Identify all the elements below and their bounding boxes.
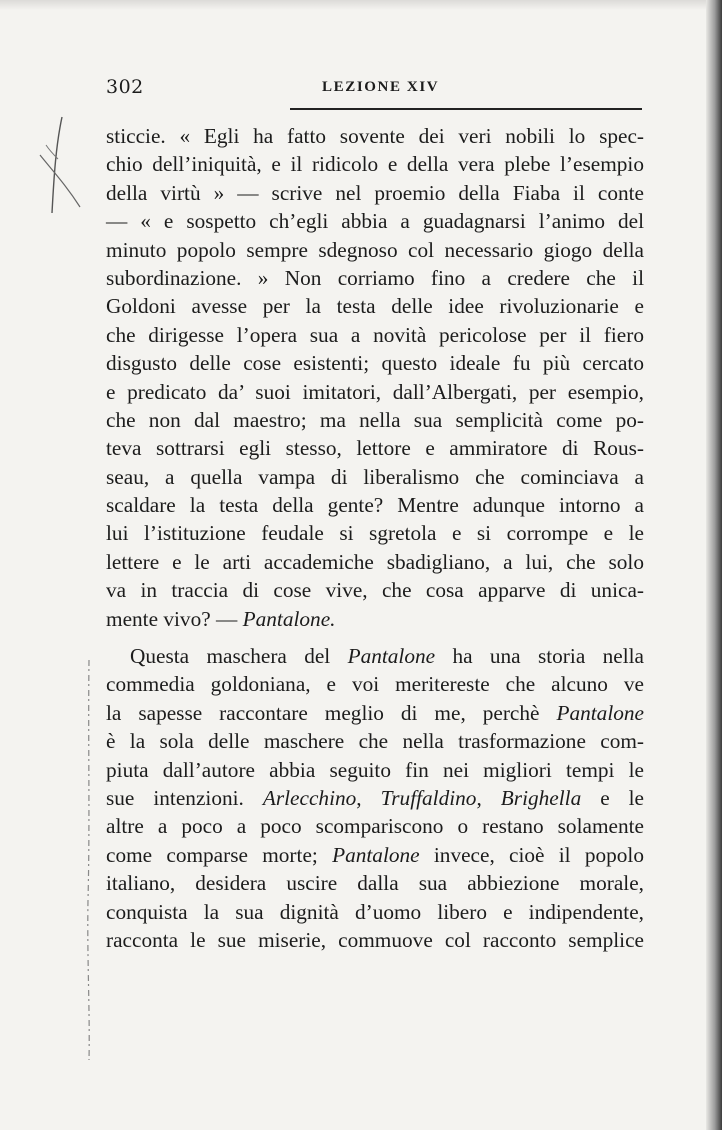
text-line: lui l’istituzione feudale si sgretola e si corrompe e le: [106, 521, 644, 546]
page-number: 302: [106, 76, 144, 98]
text-line: che dirigesse l’opera sua a novità pericolose per il fiero: [106, 322, 644, 347]
italic-name: Pantalone.: [242, 606, 336, 631]
text-run: invece, cioè il popolo: [419, 842, 644, 867]
text-run: ha una storia nella: [435, 644, 644, 669]
italic-name: Brighella: [500, 785, 582, 810]
text-line: seau, a quella vampa di liberalismo che cominciava a: [106, 464, 644, 489]
text-line: commedia goldoniana, e voi meritereste che alcuno ve: [106, 672, 644, 697]
text-line: della virtù » — scrive nel proemio della Fiaba il conte: [106, 180, 644, 205]
text-run: come comparse morte;: [106, 842, 333, 867]
italic-name: Pantalone: [347, 644, 436, 669]
pencil-mark-icon: [32, 115, 94, 215]
text-line: [106, 642, 644, 670]
text-line: e predicato da’ suoi imitatori, dall’Albergati, per esempio,: [106, 379, 644, 404]
paragraph-1: [106, 122, 644, 633]
text-line: è la sola delle maschere che nella trasformazione com-: [106, 729, 644, 754]
text-run: la sapesse raccontare meglio di me, perchè: [106, 700, 557, 725]
text-run: ,: [476, 785, 501, 810]
text-run: ,: [356, 785, 381, 810]
margin-pencil-line: [84, 660, 94, 1060]
text-line: che non dal maestro; ma nella sua semplicità come po-: [106, 407, 644, 432]
text-line: [106, 784, 644, 812]
text-line: Goldoni avesse per la testa delle idee rivoluzionarie e: [106, 294, 644, 319]
text-line: italiano, desidera uscire dalla sua abbiezione morale,: [106, 871, 644, 896]
italic-name: Pantalone: [332, 842, 420, 867]
text-line: lettere e le arti accademiche sbadigliano, a lui, che solo: [106, 549, 644, 574]
italic-name: Truffaldino: [380, 785, 477, 810]
text-line: conquista la sua dignità d’uomo libero e indipendente,: [106, 899, 644, 924]
italic-name: Arlecchino: [262, 785, 357, 810]
text-line: teva sottrarsi egli stesso, lettore e ammiratore di Rous-: [106, 436, 644, 461]
text-line: disgusto delle cose esistenti; questo ideale fu più cercato: [106, 351, 644, 376]
paragraph-2: [106, 642, 644, 954]
text-line: sticcie. « Egli ha fatto sovente dei veri nobili lo spec-: [106, 124, 644, 148]
text-line: subordinazione. » Non corriamo fino a credere che il: [106, 265, 644, 290]
text-run: sue intenzioni.: [106, 785, 263, 810]
page-top-shadow: [0, 0, 722, 10]
text-run: Questa maschera del: [130, 644, 348, 669]
page-binding-shadow: [706, 0, 722, 1130]
text-run: e le: [581, 785, 645, 810]
text-line: [106, 699, 644, 727]
text-line: — « e sospetto ch’egli abbia a guadagnarsi l’animo del: [106, 209, 644, 234]
text-line: scaldare la testa della gente? Mentre adunque intorno a: [106, 493, 644, 518]
text-line: chio dell’iniquità, e il ridicolo e della vera plebe l’esempio: [106, 152, 644, 177]
text-line: altre a poco a poco scompariscono o restano solamente: [106, 814, 644, 839]
running-title: LEZIONE XIV: [322, 79, 440, 95]
page-header: [106, 76, 641, 100]
text-line: [106, 605, 644, 633]
text-line: racconta le sue miserie, commuove col racconto semplice: [106, 927, 644, 952]
body-text: [106, 122, 644, 954]
header-rule: [290, 108, 642, 110]
text-run: mente vivo? —: [106, 606, 243, 631]
text-line: va in traccia di cose vive, che cosa apparve di unica-: [106, 578, 644, 603]
italic-name: Pantalone: [556, 700, 644, 725]
text-line: piuta dall’autore abbia seguito fin nei migliori tempi le: [106, 757, 644, 782]
text-line: [106, 841, 644, 869]
text-line: minuto popolo sempre sdegnoso col necessario giogo della: [106, 237, 644, 262]
